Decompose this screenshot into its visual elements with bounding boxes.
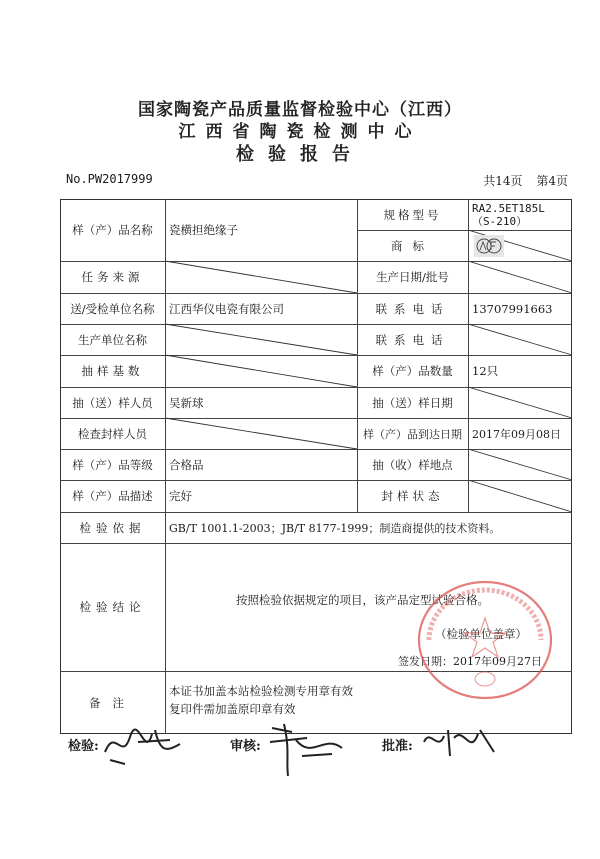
producer-label: 生产单位名称 xyxy=(78,332,147,347)
issue-date: 签发日期：2017年09月27日 xyxy=(398,655,542,668)
producer-phone-label: 联系电话 xyxy=(375,332,450,347)
basis-value: GB/T 1001.1-2003；JB/T 8177-1999；制造商提供的技术资料。 xyxy=(169,521,501,535)
spec-line-1: RA2.5ET185L xyxy=(472,202,545,215)
report-title-center: 江西省陶瓷检测中心 xyxy=(178,122,422,142)
grade-label: 样（产）品等级 xyxy=(72,457,153,472)
approver-label: 批准: xyxy=(382,739,413,754)
report-title: 检验报告 xyxy=(236,144,364,165)
conclusion-text: 按照检验依据规定的项目，该产品定型试验合格。 xyxy=(236,593,489,607)
report-title-org: 国家陶瓷产品质量监督检验中心（江西） xyxy=(138,100,462,120)
trademark-label: 商标 xyxy=(391,238,434,253)
arrival-date-label: 样（产）品到达日期 xyxy=(363,427,462,441)
spec-line-2: （S-210） xyxy=(472,215,528,228)
sampler-label: 抽（送）样人员 xyxy=(72,395,153,410)
sample-qty-label: 样（产）品数量 xyxy=(372,364,453,378)
phone-value: 13707991663 xyxy=(472,301,553,316)
report-number: No.PW2017999 xyxy=(66,172,153,186)
phone-label: 联系电话 xyxy=(375,301,450,316)
grade-value: 合格品 xyxy=(169,457,204,472)
arrival-date-value: 2017年09月08日 xyxy=(472,427,561,441)
total-pages: 共14页 xyxy=(483,174,523,188)
client-label: 送/受检单位名称 xyxy=(70,301,155,316)
description-label: 样（产）品描述 xyxy=(72,489,153,503)
page-counter xyxy=(473,172,568,189)
production-date-label: 生产日期/批号 xyxy=(376,270,449,284)
trademark-logo xyxy=(474,235,504,257)
reviewer-label: 审核: xyxy=(230,739,261,754)
location-label: 抽（收）样地点 xyxy=(372,457,453,472)
sample-base-label: 抽样基数 xyxy=(81,364,144,378)
client-value: 江西华仪电瓷有限公司 xyxy=(169,301,284,316)
remarks-label: 备注 xyxy=(89,695,136,710)
remark-line-1: 本证书加盖本站检验检测专用章有效 xyxy=(169,684,353,698)
inspector-label: 检验: xyxy=(68,739,99,754)
spec-label: 规格型号 xyxy=(383,207,442,222)
sample-qty-value: 12只 xyxy=(472,364,499,378)
sample-name-value: 瓷横担绝缘子 xyxy=(169,223,238,237)
task-source-label: 任务来源 xyxy=(81,270,144,284)
stamp-note: （检验单位盖章） xyxy=(435,627,527,641)
description-value: 完好 xyxy=(169,489,192,503)
sample-name-label: 样（产）品名称 xyxy=(72,223,153,237)
seal-state-label: 封样状态 xyxy=(381,489,444,503)
sealer-label: 检查封样人员 xyxy=(78,426,147,441)
basis-label: 检验依据 xyxy=(79,520,146,535)
inspector-signature xyxy=(100,722,185,767)
approver-signature xyxy=(420,722,500,762)
sample-date-label: 抽（送）样日期 xyxy=(372,395,453,410)
sampler-value: 吴新球 xyxy=(169,395,204,410)
conclusion-label: 检验结论 xyxy=(79,600,146,614)
remark-line-2: 复印件需加盖原印章有效 xyxy=(169,702,296,716)
spec-value xyxy=(468,201,576,229)
reviewer-signature xyxy=(262,720,352,780)
current-page: 第4页 xyxy=(536,174,568,188)
